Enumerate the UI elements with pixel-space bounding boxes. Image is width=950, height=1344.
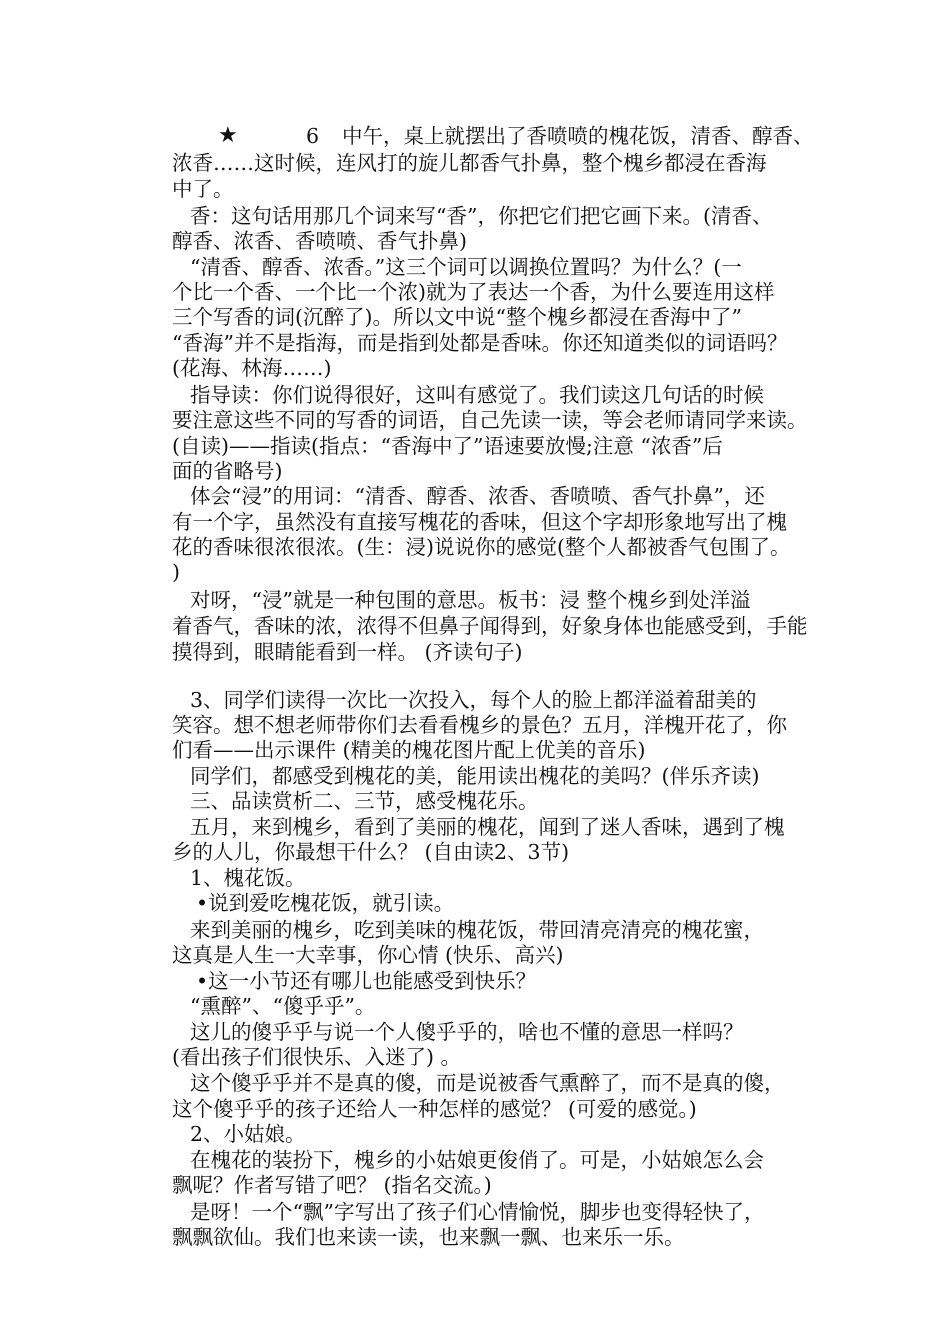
text-line: 对呀，“浸”就是一种包围的意思。板书：浸 整个槐乡到处洋溢 — [190, 588, 751, 612]
text-line: 1、槐花饭。 — [190, 866, 306, 890]
text-line: 这个傻乎乎并不是真的傻，而是说被香气熏醉了，而不是真的傻， — [190, 1071, 785, 1095]
text-line: 2、小姑娘。 — [190, 1122, 306, 1146]
text-line: 要注意这些不同的写香的词语，自己先读一读，等会老师请同学来读。 — [172, 408, 808, 432]
text-line: ) — [172, 560, 180, 584]
text-line: 中了。 — [172, 177, 234, 201]
text-line: 有一个字，虽然没有直接写槐花的香味，但这个字却形象地写出了槐 — [172, 510, 787, 534]
text-line: 醇香、浓香、香喷喷、香气扑鼻) — [172, 229, 467, 253]
text-line: 体会“浸”的用词：“清香、醇香、浓香、香喷喷、香气扑鼻”，还 — [190, 484, 765, 508]
text-line: 在槐花的装扮下，槐乡的小姑娘更俊俏了。可是，小姑娘怎么会 — [190, 1148, 764, 1172]
text-line: (自读)——指读(指点：“香海中了”语速要放慢;注意 “浓香”后 — [172, 434, 723, 458]
text-line: 浓香……这时候，连风打的旋儿都香气扑鼻，整个槐乡都浸在香海 — [172, 151, 767, 175]
text-line: (花海、林海……) — [172, 356, 332, 380]
text-line: 飘飘欲仙。我们也来读一读，也来飘一飘、也来乐一乐。 — [172, 1225, 685, 1249]
text-line: •说到爱吃槐花饭，就引读。 — [196, 891, 455, 915]
text-line: 是呀！一个“飘”字写出了孩子们心情愉悦，脚步也变得轻快了， — [190, 1200, 765, 1224]
text-line: 同学们，都感受到槐花的美，能用读出槐花的美吗？(伴乐齐读) — [190, 764, 760, 788]
item-number: 6 — [306, 124, 320, 148]
text-line: 个比一个香、一个比一个浓)就为了表达一个香，为什么要连用这样 — [172, 280, 775, 304]
text-line: 乡的人儿，你最想干什么？ (自由读2、3节) — [172, 840, 570, 864]
text-line: 三、品读赏析二、三节，感受槐花乐。 — [190, 789, 539, 813]
text-line: “熏醉”、“傻乎乎”。 — [190, 994, 376, 1018]
text-line: “清香、醇香、浓香。”这三个词可以调换位置吗？为什么？(一 — [190, 255, 742, 279]
star-marker: ★ — [218, 123, 238, 148]
text-line: 飘呢？作者写错了吧？ (指名交流。) — [172, 1173, 492, 1197]
text-line: 这个傻乎乎的孩子还给人一种怎样的感觉？ (可爱的感觉。) — [172, 1097, 697, 1121]
text-line: 五月，来到槐乡，看到了美丽的槐花，闻到了迷人香味，遇到了槐 — [190, 815, 785, 839]
text-line: 笑容。想不想老师带你们去看看槐乡的景色？五月，洋槐开花了，你 — [172, 713, 787, 737]
text-line: 来到美丽的槐乡，吃到美味的槐花饭，带回清亮清亮的槐花蜜， — [190, 918, 764, 942]
text-line: •这一小节还有哪儿也能感受到快乐？ — [196, 969, 537, 993]
text-line: 中午，桌上就摆出了香喷喷的槐花饭，清香、醇香、 — [342, 124, 814, 148]
text-line: 们看——出示课件 (精美的槐花图片配上优美的音乐) — [172, 738, 646, 762]
text-line: 3、同学们读得一次比一次投入，每个人的脸上都洋溢着甜美的 — [190, 688, 757, 712]
text-line: 香：这句话用那几个词来写“香”，你把它们把它画下来。(清香、 — [190, 204, 773, 228]
text-line: 着香气，香味的浓，浓得不但鼻子闻得到，好象身体也能感受到，手能 — [172, 614, 808, 638]
text-line: 三个写香的词(沉醉了)。所以文中说“整个槐乡都浸在香海中了” — [172, 305, 742, 329]
text-line: 指导读：你们说得很好，这叫有感觉了。我们读这几句话的时候 — [190, 383, 764, 407]
text-line: 面的省略号) — [172, 459, 283, 483]
text-line: 这儿的傻乎乎与说一个人傻乎乎的，啥也不懂的意思一样吗？ — [190, 1020, 744, 1044]
text-line: (看出孩子们很快乐、入迷了) 。 — [172, 1045, 462, 1069]
text-line: 摸得到，眼睛能看到一样。 (齐读句子) — [172, 640, 523, 664]
text-line: 这真是人生一大幸事，你心情 (快乐、高兴) — [172, 943, 564, 967]
text-line: 花的香味很浓很浓。(生：浸)说说你的感觉(整个人都被香气包围了。 — [172, 535, 791, 559]
text-line: “香海”并不是指海，而是指到处都是香味。你还知道类似的词语吗？ — [172, 331, 788, 355]
